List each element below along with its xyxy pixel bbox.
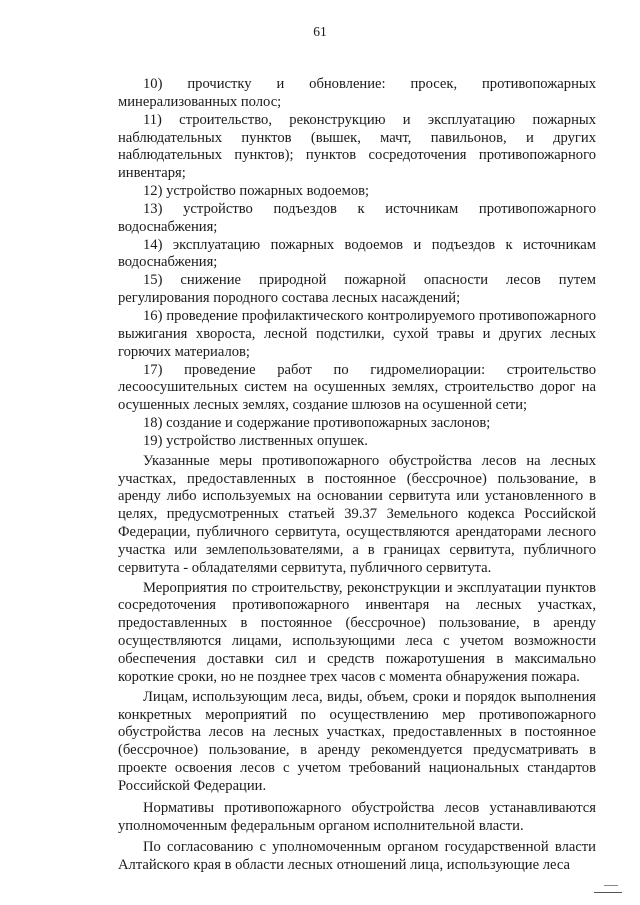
list-item-11: 11) строительство, реконструкцию и эксплуатацию пожарных наблюдательных пунктов (вышек, мачт, павильонов, и других наблюдательных пунктов); пунктов сосредоточения противопожарного инвентаря; <box>118 111 596 182</box>
paragraph-activities: Мероприятия по строительству, реконструкции и эксплуатации пунктов сосредоточения противопожарного инвентаря на лесных участках, предоставленных в постоянное (бессрочное) пользование, в аренду осуществляются лицами, использующими леса с учетом возможности обеспечения доставки сил и средств пожаротушения в максимально короткие сроки, но не позднее трех часов с момента обнаружения пожара. <box>118 579 596 685</box>
list-item-10: 10) прочистку и обновление: просек, противопожарных минерализованных полос; <box>118 76 596 110</box>
list-item-16: 16) проведение профилактического контролируемого противопожарного выжигания хвороста, лесной подстилки, сухой травы и других лесных горючих материалов; <box>118 307 596 360</box>
list-item-18: 18) создание и содержание противопожарных заслонов; <box>143 415 491 432</box>
list-item-17: 17) проведение работ по гидромелиорации: строительство лесоосушительных систем на осушенных землях, строительство дорог на осушенных лесных землях, создание шлюзов на осушенной сети; <box>118 361 596 414</box>
page-number: 61 <box>313 24 327 39</box>
paragraph-measures: Указанные меры противопожарного обустройства лесов на лесных участках, предоставленных в постоянное (бессрочное) пользование, в аренду либо используемых на основании сервитута или установленного в целях, предусмотренных статьей 39.37 Земельного кодекса Российской Федерации, публичного сервитута, осуществляются арендаторами лесного участка или землепользователями, а в границах сервитута, публичного сервитута - обладателями сервитута, публичного сервитута. <box>118 452 596 576</box>
scan-mark-divider-lower <box>594 892 622 895</box>
list-item-15: 15) снижение природной пожарной опасности лесов путем регулирования породного состава лесных насаждений; <box>118 272 596 307</box>
paragraph-agreement: По согласованию с уполномоченным органом государственной власти Алтайского края в области лесных отношений лица, использующие леса <box>118 839 596 874</box>
scan-mark-divider <box>604 885 618 887</box>
paragraph-forest-users: Лицам, использующим леса, виды, объем, сроки и порядок выполнения конкретных мероприятий по осуществлению мер противопожарного обустройства лесов на лесных участках, предоставленных в постоянное (бессрочное) пользование, в аренду рекомендуется предусматривать в проекте освоения лесов с учетом требований национальных стандартов Российской Федерации. <box>118 688 596 794</box>
list-item-12: 12) устройство пожарных водоемов; <box>143 183 370 200</box>
list-item-19: 19) устройство лиственных опушек. <box>143 432 368 449</box>
document-body <box>118 76 596 875</box>
paragraph-norms: Нормативы противопожарного обустройства лесов устанавливаются уполномоченным федеральным органом исполнительной власти. <box>118 799 596 834</box>
list-item-14: 14) эксплуатацию пожарных водоемов и подъездов к источникам водоснабжения; <box>118 236 596 271</box>
list-item-13: 13) устройство подъездов к источникам противопожарного водоснабжения; <box>118 200 596 235</box>
